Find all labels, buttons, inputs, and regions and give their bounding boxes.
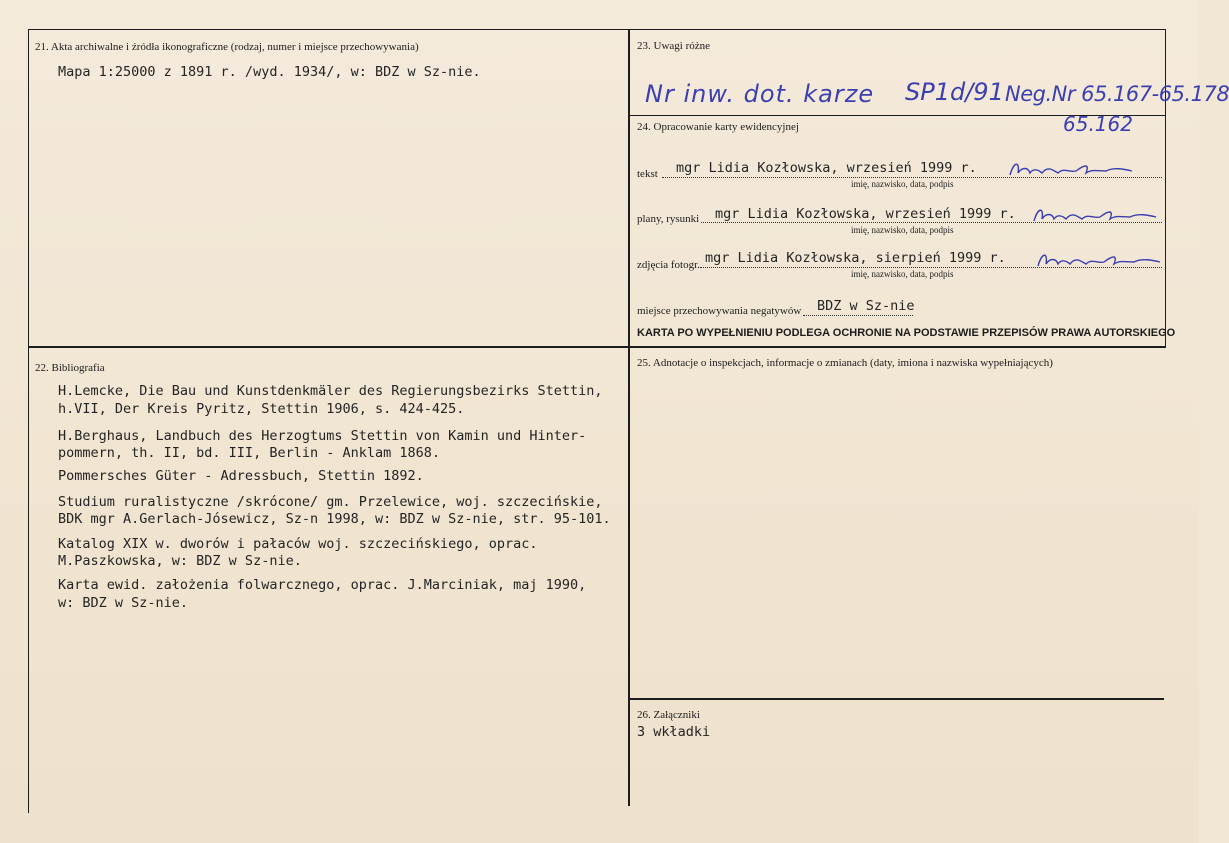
handwritten-inventory-note: Nr inw. dot. karze bbox=[645, 80, 875, 108]
s26-divider bbox=[630, 698, 1164, 700]
frame-left-lower bbox=[28, 347, 29, 813]
drawings-row-value: mgr Lidia Kozłowska, wrzesień 1999 r. bbox=[715, 206, 1016, 222]
frame-right bbox=[1165, 29, 1166, 347]
signature-1 bbox=[1006, 157, 1136, 181]
negatives-line bbox=[803, 315, 913, 316]
drawings-row-caption: imię, nazwisko, data, podpis bbox=[851, 225, 954, 235]
s26-label: 26. Załączniki bbox=[637, 709, 700, 721]
handwritten-inventory-code: SP1d/91 bbox=[905, 78, 1004, 106]
handwritten-negative-extra: 65.162 bbox=[1063, 112, 1133, 136]
s23-label: 23. Uwagi różne bbox=[637, 40, 711, 52]
handwritten-negative-numbers: Neg.Nr 65.167-65.178 bbox=[1005, 82, 1229, 106]
s25-label: 25. Adnotacje o inspekcjach, informacje o zmianach (daty, imiona i nazwiska wypełniających) bbox=[637, 357, 1053, 369]
text-row-label: tekst bbox=[637, 168, 658, 180]
bib-line: H.Lemcke, Die Bau und Kunstdenkmäler des Regierungsbezirks Stettin, bbox=[58, 383, 603, 399]
column-divider bbox=[628, 29, 630, 806]
s26-text: 3 wkładki bbox=[637, 724, 711, 740]
bib-line: Studium ruralistyczne /skrócone/ gm. Przelewice, woj. szczecińskie, bbox=[58, 494, 603, 510]
frame-left bbox=[28, 29, 29, 347]
text-row-value: mgr Lidia Kozłowska, wrzesień 1999 r. bbox=[676, 160, 977, 176]
bib-line: w: BDZ w Sz-nie. bbox=[58, 595, 189, 611]
bib-line: Katalog XIX w. dworów i pałaców woj. szczecińskiego, oprac. bbox=[58, 536, 538, 552]
bib-line: Karta ewid. założenia folwarcznego, oprac. J.Marciniak, maj 1990, bbox=[58, 577, 587, 593]
s21-label: 21. Akta archiwalne i źródła ikonograficzne (rodzaj, numer i miejsce przechowywania) bbox=[35, 41, 419, 53]
photos-row-label: zdjęcia fotogr. bbox=[637, 259, 700, 271]
text-row-caption: imię, nazwisko, data, podpis bbox=[851, 179, 954, 189]
photos-row-caption: imię, nazwisko, data, podpis bbox=[851, 269, 954, 279]
drawings-row-label: plany, rysunki bbox=[637, 213, 700, 225]
bib-line: M.Paszkowska, w: BDZ w Sz-nie. bbox=[58, 553, 302, 569]
negatives-value: BDZ w Sz-nie bbox=[817, 298, 915, 314]
photos-row-value: mgr Lidia Kozłowska, sierpień 1999 r. bbox=[705, 250, 1006, 266]
row-divider bbox=[28, 346, 1166, 348]
bib-line: Pommersches Güter - Adressbuch, Stettin 1892. bbox=[58, 468, 424, 484]
frame-top bbox=[28, 29, 1166, 30]
s21-text: Mapa 1:25000 z 1891 r. /wyd. 1934/, w: BDZ w Sz-nie. bbox=[58, 64, 481, 80]
signature-3 bbox=[1034, 248, 1164, 272]
s22-label: 22. Bibliografia bbox=[35, 362, 105, 374]
bib-line: h.VII, Der Kreis Pyritz, Stettin 1906, s. 424-425. bbox=[58, 401, 465, 417]
copyright-notice: KARTA PO WYPEŁNIENIU PODLEGA OCHRONIE NA PODSTAWIE PRZEPISÓW PRAWA AUTORSKIEGO bbox=[637, 327, 1176, 339]
bib-line: pommern, th. II, bd. III, Berlin - Anklam 1868. bbox=[58, 445, 441, 461]
bib-line: H.Berghaus, Landbuch des Herzogtums Stettin von Kamin und Hinter- bbox=[58, 428, 587, 444]
signature-2 bbox=[1030, 203, 1160, 227]
negatives-label: miejsce przechowywania negatywów bbox=[637, 305, 802, 317]
bib-line: BDK mgr A.Gerlach-Jósewicz, Sz-n 1998, w: BDZ w Sz-nie, str. 95-101. bbox=[58, 511, 611, 527]
s24-label: 24. Opracowanie karty ewidencyjnej bbox=[637, 121, 799, 133]
